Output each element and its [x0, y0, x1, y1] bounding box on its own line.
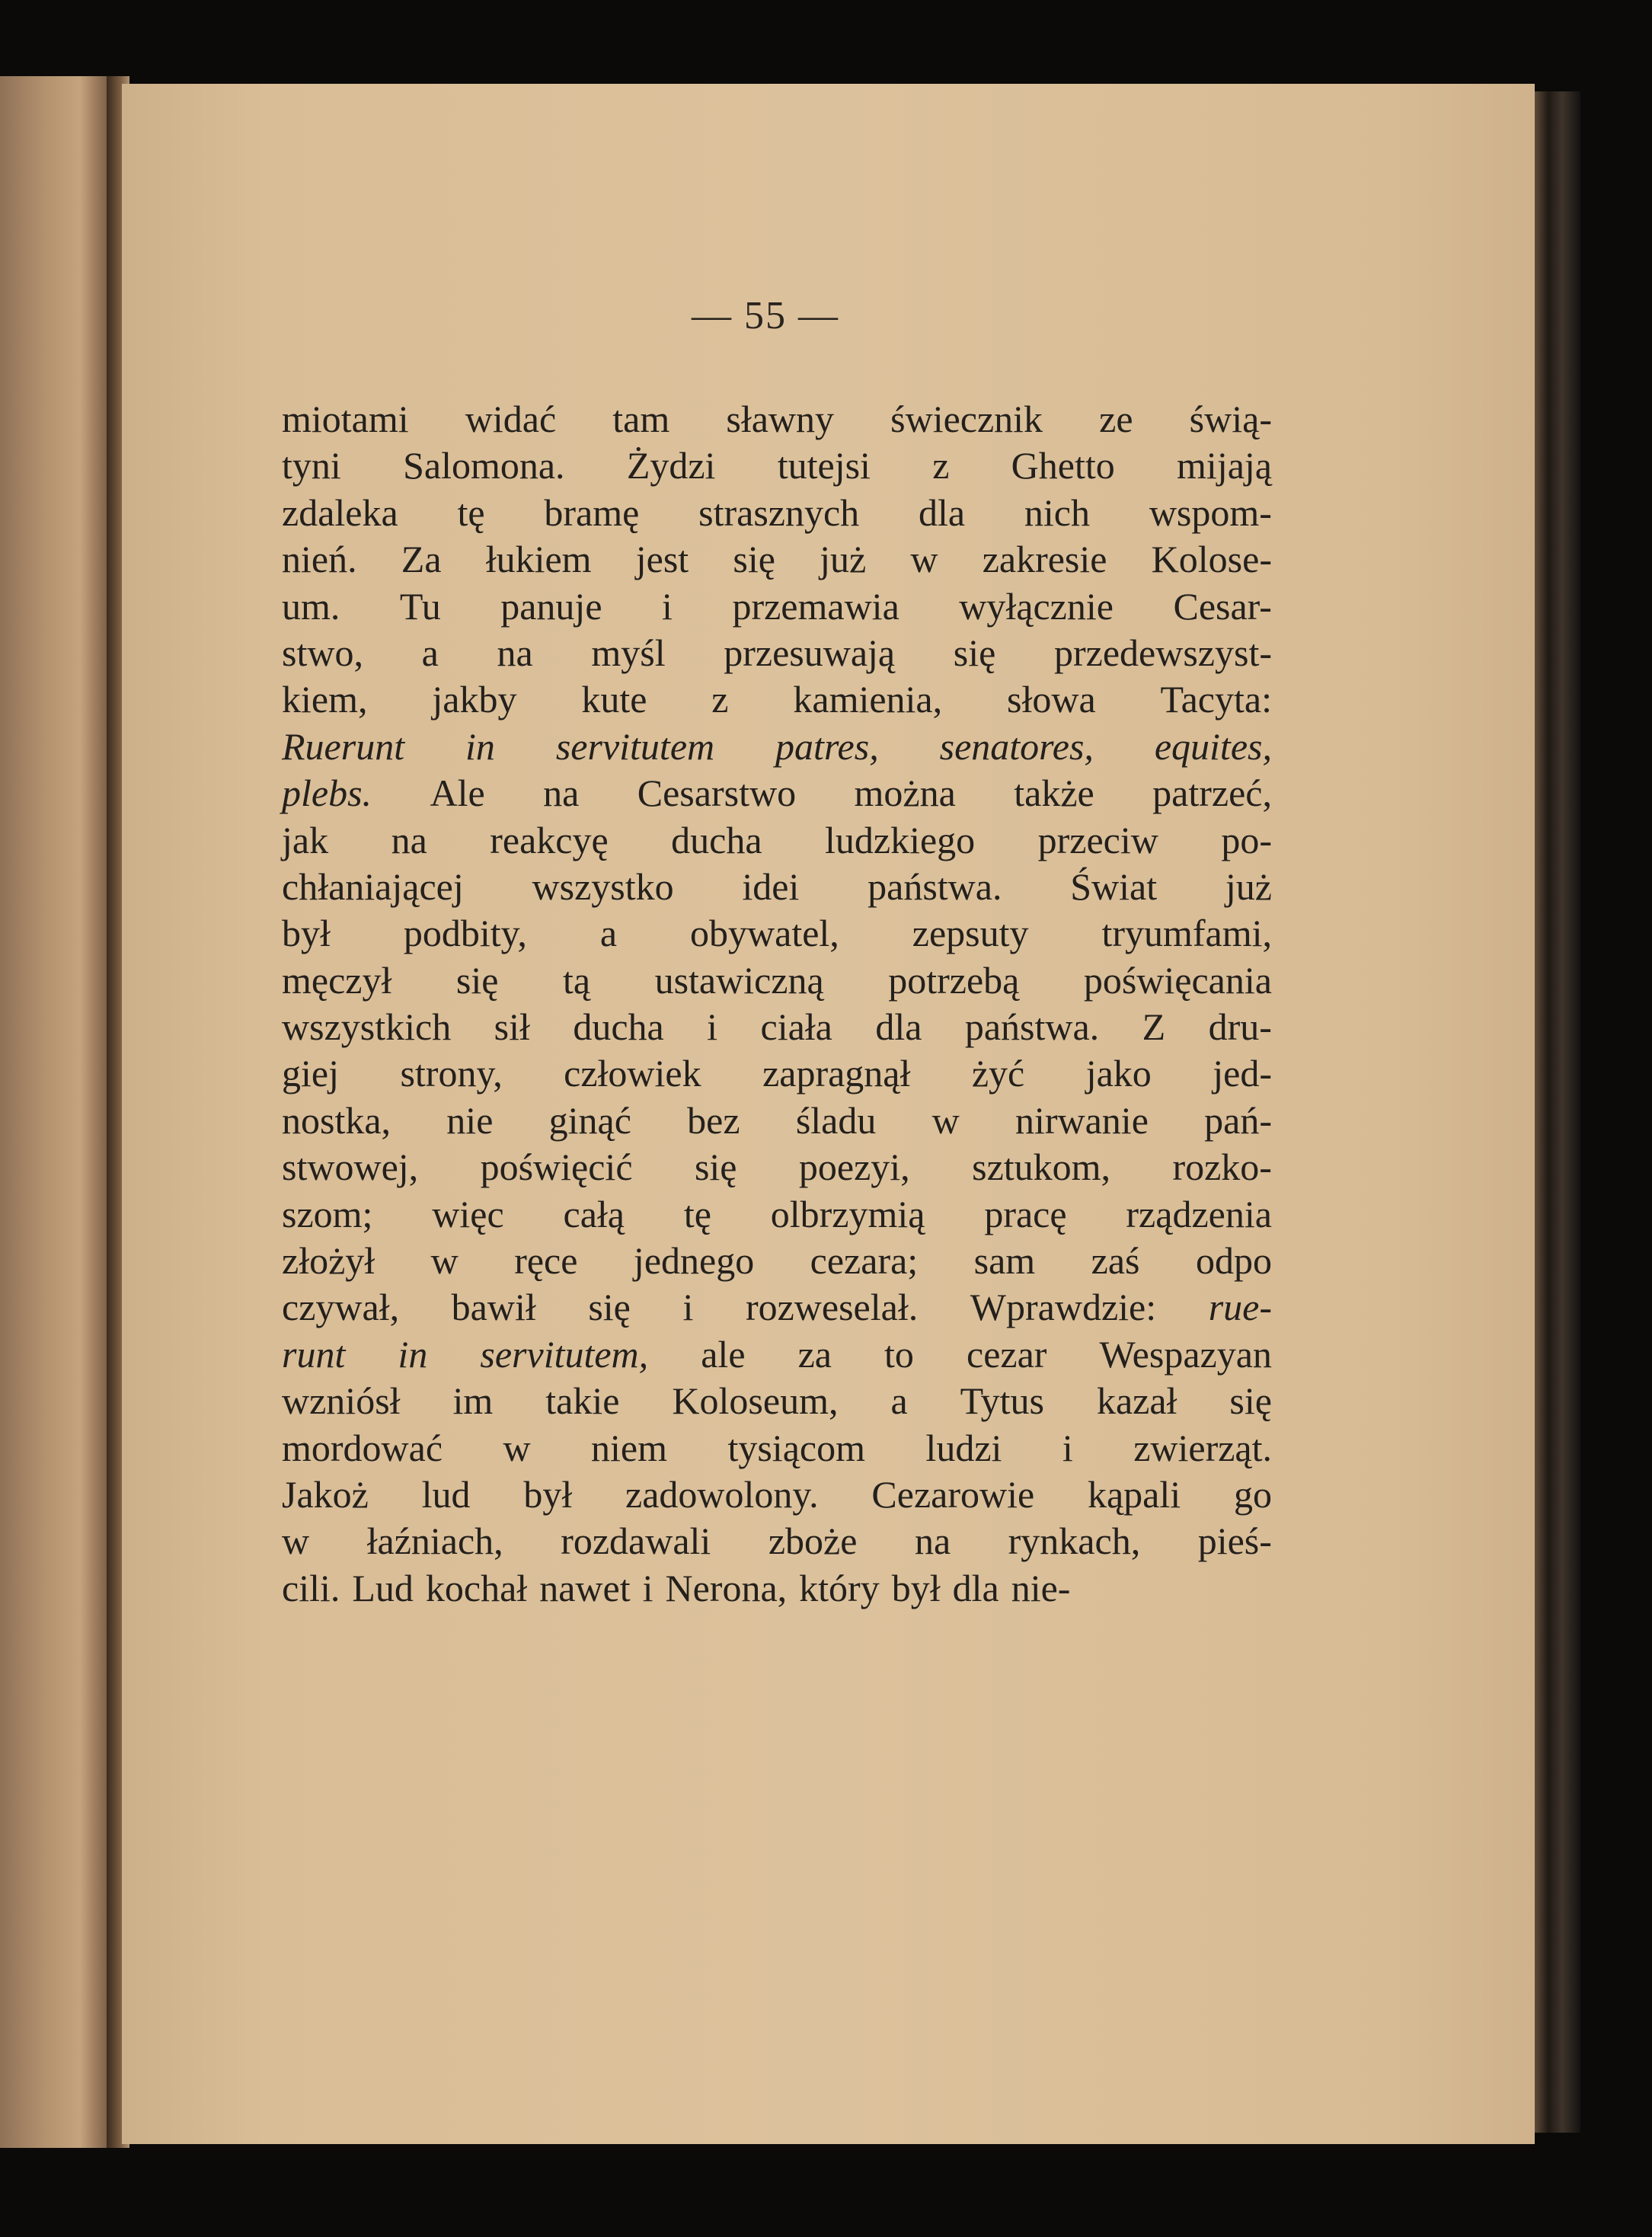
word: ducha — [671, 818, 762, 861]
word: Tytus — [960, 1379, 1045, 1423]
word: patres, — [775, 724, 879, 768]
word: lud — [421, 1472, 471, 1516]
word: idei — [742, 864, 800, 908]
word: jako — [1085, 1052, 1152, 1095]
word: jed- — [1213, 1052, 1272, 1095]
text-line — [282, 630, 1272, 676]
word: Koloseum, — [672, 1379, 839, 1423]
word: ale — [701, 1332, 746, 1376]
word: tę — [457, 491, 485, 534]
word: pieś- — [1197, 1520, 1272, 1563]
word: się — [953, 631, 996, 674]
word: łukiem — [485, 538, 592, 581]
word: dla — [919, 491, 966, 534]
word: sam — [973, 1239, 1036, 1283]
word: cezara; — [810, 1239, 919, 1283]
word: sił — [494, 1005, 530, 1049]
word: tę — [683, 1192, 711, 1235]
word: a — [599, 912, 618, 955]
word: kiem, — [282, 678, 368, 721]
word: się — [733, 538, 775, 581]
word: um. — [282, 584, 340, 628]
word: rozko- — [1172, 1146, 1272, 1189]
word: na — [914, 1520, 951, 1563]
word: Ghetto — [1011, 444, 1115, 487]
text-line — [282, 1378, 1272, 1424]
word: się — [455, 958, 499, 1002]
word: nostka, — [282, 1098, 391, 1142]
word: świecznik — [890, 398, 1043, 440]
word: potrzebą — [888, 958, 1020, 1002]
word: był — [891, 1566, 941, 1609]
word: państwa. — [868, 864, 1002, 908]
word: kute — [581, 678, 647, 721]
word: reakcyę — [490, 818, 609, 861]
text-line — [282, 1284, 1272, 1331]
word: tutejsi — [777, 444, 871, 487]
word: Lud — [352, 1566, 414, 1609]
word: w — [931, 1098, 960, 1142]
word: tą — [562, 958, 591, 1002]
word: świą- — [1189, 398, 1272, 440]
word: servitutem, — [480, 1332, 649, 1376]
word: na — [543, 772, 580, 815]
word: w — [282, 1520, 310, 1563]
text-line — [282, 676, 1272, 723]
word: cili. — [282, 1566, 340, 1609]
word: Cezarowie — [871, 1472, 1035, 1516]
word: podbity, — [403, 912, 527, 955]
word: mordować — [282, 1426, 443, 1469]
word: sławny — [726, 398, 835, 440]
word: stwowej, — [282, 1146, 419, 1189]
word: na — [391, 818, 427, 861]
text-line — [282, 1144, 1272, 1190]
word: ludzkiego — [824, 818, 976, 861]
word: stwo, — [282, 631, 363, 674]
word: zaś — [1091, 1239, 1140, 1283]
text-line — [282, 1425, 1272, 1472]
word: kazał — [1096, 1379, 1177, 1423]
word: Cesar- — [1173, 584, 1272, 628]
text-line — [282, 864, 1272, 910]
text-line — [282, 1191, 1272, 1238]
word: tryumfami, — [1101, 912, 1272, 955]
word: przedewszyst- — [1054, 631, 1272, 674]
word: mijają — [1177, 444, 1272, 487]
text-line — [282, 770, 1272, 817]
word: jakby — [432, 678, 517, 721]
word: poświęcania — [1083, 958, 1272, 1002]
word: bawił — [451, 1286, 536, 1329]
word: z — [711, 678, 729, 721]
word: patrzeć, — [1152, 772, 1272, 815]
word: i — [1062, 1426, 1073, 1469]
right-page-edges — [1535, 91, 1580, 2133]
word: strasznych — [698, 491, 860, 534]
word: wszystko — [532, 864, 674, 908]
word: odpo — [1195, 1239, 1272, 1283]
word: szom; — [282, 1192, 373, 1235]
word: rynkach, — [1008, 1520, 1141, 1563]
text-line — [282, 1565, 1272, 1612]
word: Z — [1142, 1005, 1166, 1049]
word: kochał — [425, 1566, 528, 1609]
word: można — [854, 772, 956, 815]
word: zadowolony. — [625, 1472, 819, 1516]
word: to — [884, 1332, 914, 1376]
word: za — [797, 1332, 832, 1376]
word: Wespazyan — [1099, 1332, 1272, 1376]
word: dla — [875, 1005, 922, 1049]
word: dru- — [1208, 1005, 1272, 1049]
word: chłaniającej — [282, 864, 464, 908]
text-line — [282, 443, 1272, 489]
word: rządzenia — [1126, 1192, 1272, 1235]
word: i — [707, 1005, 718, 1049]
word: Nerona, — [665, 1566, 788, 1609]
word: Jakoż — [282, 1472, 369, 1516]
page-number: — 55 — — [692, 294, 839, 337]
text-line — [282, 1472, 1272, 1518]
word: poezyi, — [798, 1146, 910, 1189]
word: zepsuty — [912, 912, 1029, 955]
word: in — [465, 724, 495, 768]
word: i — [682, 1286, 694, 1329]
word: przesuwają — [724, 631, 896, 674]
word: widać — [465, 398, 557, 440]
word: wyłącznie — [959, 584, 1114, 628]
text-line — [282, 724, 1272, 770]
word: słowa — [1007, 678, 1096, 721]
text-line — [282, 910, 1272, 957]
word: Świat — [1070, 864, 1158, 908]
word: człowiek — [564, 1052, 701, 1095]
word: a — [890, 1379, 908, 1423]
word: jak — [282, 818, 329, 861]
text-line — [282, 1238, 1272, 1284]
word: nich — [1024, 491, 1090, 534]
word: ducha — [573, 1005, 664, 1049]
word: całą — [563, 1192, 625, 1235]
word: się — [694, 1146, 737, 1189]
word: ręce — [514, 1239, 578, 1283]
word: giej — [282, 1052, 339, 1095]
text-line — [282, 1050, 1272, 1097]
word: panuje — [500, 584, 602, 628]
text-line — [282, 1004, 1272, 1050]
word: tyni — [282, 444, 341, 487]
word: wzniósł — [282, 1379, 401, 1423]
word: jest — [635, 538, 689, 581]
word: rozdawali — [561, 1520, 711, 1563]
word: ludzi — [925, 1426, 1002, 1469]
word: a — [421, 631, 439, 674]
text-line — [282, 536, 1272, 583]
word: zapragnął — [762, 1052, 911, 1095]
word: pań- — [1204, 1098, 1272, 1142]
word: który — [799, 1566, 880, 1609]
word: się — [1229, 1379, 1272, 1423]
word: śladu — [795, 1098, 877, 1142]
word: zakresie — [982, 538, 1107, 581]
word: sztukom, — [972, 1146, 1111, 1189]
word: takie — [545, 1379, 620, 1423]
word: nirwanie — [1015, 1098, 1149, 1142]
word: Cesarstwo — [637, 772, 797, 815]
word: męczył — [282, 958, 392, 1002]
word: Żydzi — [626, 444, 716, 487]
word: przemawia — [732, 584, 899, 628]
text-line — [282, 396, 1272, 443]
word: servitutem — [555, 724, 715, 768]
word: kąpali — [1087, 1472, 1181, 1516]
word: rue- — [1208, 1286, 1272, 1329]
word: equites, — [1154, 724, 1272, 768]
word: dla — [952, 1566, 999, 1609]
word: Tacyta: — [1160, 678, 1272, 721]
left-page-edge — [0, 76, 114, 2148]
word: w — [430, 1239, 459, 1283]
word: olbrzymią — [770, 1192, 925, 1235]
word: miotami — [282, 398, 409, 440]
word: złożył — [282, 1239, 375, 1283]
word: nie — [446, 1098, 494, 1142]
word: ginąć — [548, 1098, 631, 1142]
word: zdaleka — [282, 491, 398, 534]
word: runt — [282, 1332, 346, 1376]
word: więc — [432, 1192, 504, 1235]
word: na — [497, 631, 533, 674]
body-text — [282, 396, 1272, 1612]
word: nień. — [282, 538, 357, 581]
word: wspom- — [1149, 491, 1272, 534]
word: nawet — [539, 1566, 631, 1609]
word: rozweselał. — [745, 1286, 919, 1329]
text-line — [282, 957, 1272, 1004]
word: się — [588, 1286, 631, 1329]
word: pracę — [984, 1192, 1067, 1235]
word: był — [523, 1472, 573, 1516]
word: Ale — [430, 772, 485, 815]
word: Kolose- — [1151, 538, 1272, 581]
word: Salomona. — [403, 444, 565, 487]
word: go — [1233, 1472, 1272, 1516]
word: Ruerunt — [282, 724, 405, 768]
text-line — [282, 1518, 1272, 1564]
word: był — [282, 912, 331, 955]
word: żyć — [971, 1052, 1025, 1095]
word: tam — [612, 398, 670, 440]
word: zwierząt. — [1133, 1426, 1272, 1469]
word: Za — [401, 538, 442, 581]
word: z — [932, 444, 950, 487]
word: i — [662, 584, 673, 628]
text-line — [282, 1098, 1272, 1144]
word: kamienia, — [793, 678, 943, 721]
word: łaźniach, — [366, 1520, 503, 1563]
word: strony, — [400, 1052, 503, 1095]
word: państwa. — [964, 1005, 1100, 1049]
word: także — [1014, 772, 1094, 815]
word: przeciw — [1037, 818, 1158, 861]
word: tysiącom — [727, 1426, 865, 1469]
word: bramę — [544, 491, 640, 534]
word: plebs. — [282, 772, 372, 815]
word: już — [820, 538, 867, 581]
word: zboże — [768, 1520, 858, 1563]
word: ustawiczną — [654, 958, 824, 1002]
word: ciała — [760, 1005, 832, 1049]
word: w — [503, 1426, 531, 1469]
word: po- — [1221, 818, 1272, 861]
word: nie- — [1011, 1566, 1071, 1609]
word: jednego — [633, 1239, 755, 1283]
text-line — [282, 490, 1272, 536]
word: bez — [687, 1098, 740, 1142]
word: czywał, — [282, 1286, 400, 1329]
word: Tu — [399, 584, 441, 628]
word: ze — [1099, 398, 1133, 440]
word: w — [910, 538, 938, 581]
word: i — [642, 1566, 653, 1609]
word: senatores, — [939, 724, 1094, 768]
word: obywatel, — [690, 912, 839, 955]
word: in — [398, 1332, 428, 1376]
text-line — [282, 583, 1272, 630]
word: myśl — [591, 631, 666, 674]
word: Wprawdzie: — [970, 1286, 1157, 1329]
text-line — [282, 1331, 1272, 1378]
word: już — [1225, 864, 1272, 908]
word: wszystkich — [282, 1005, 452, 1049]
word: cezar — [967, 1332, 1047, 1376]
word: poświęcić — [480, 1146, 633, 1189]
text-line — [282, 817, 1272, 864]
word: im — [452, 1379, 494, 1423]
word: niem — [591, 1426, 668, 1469]
